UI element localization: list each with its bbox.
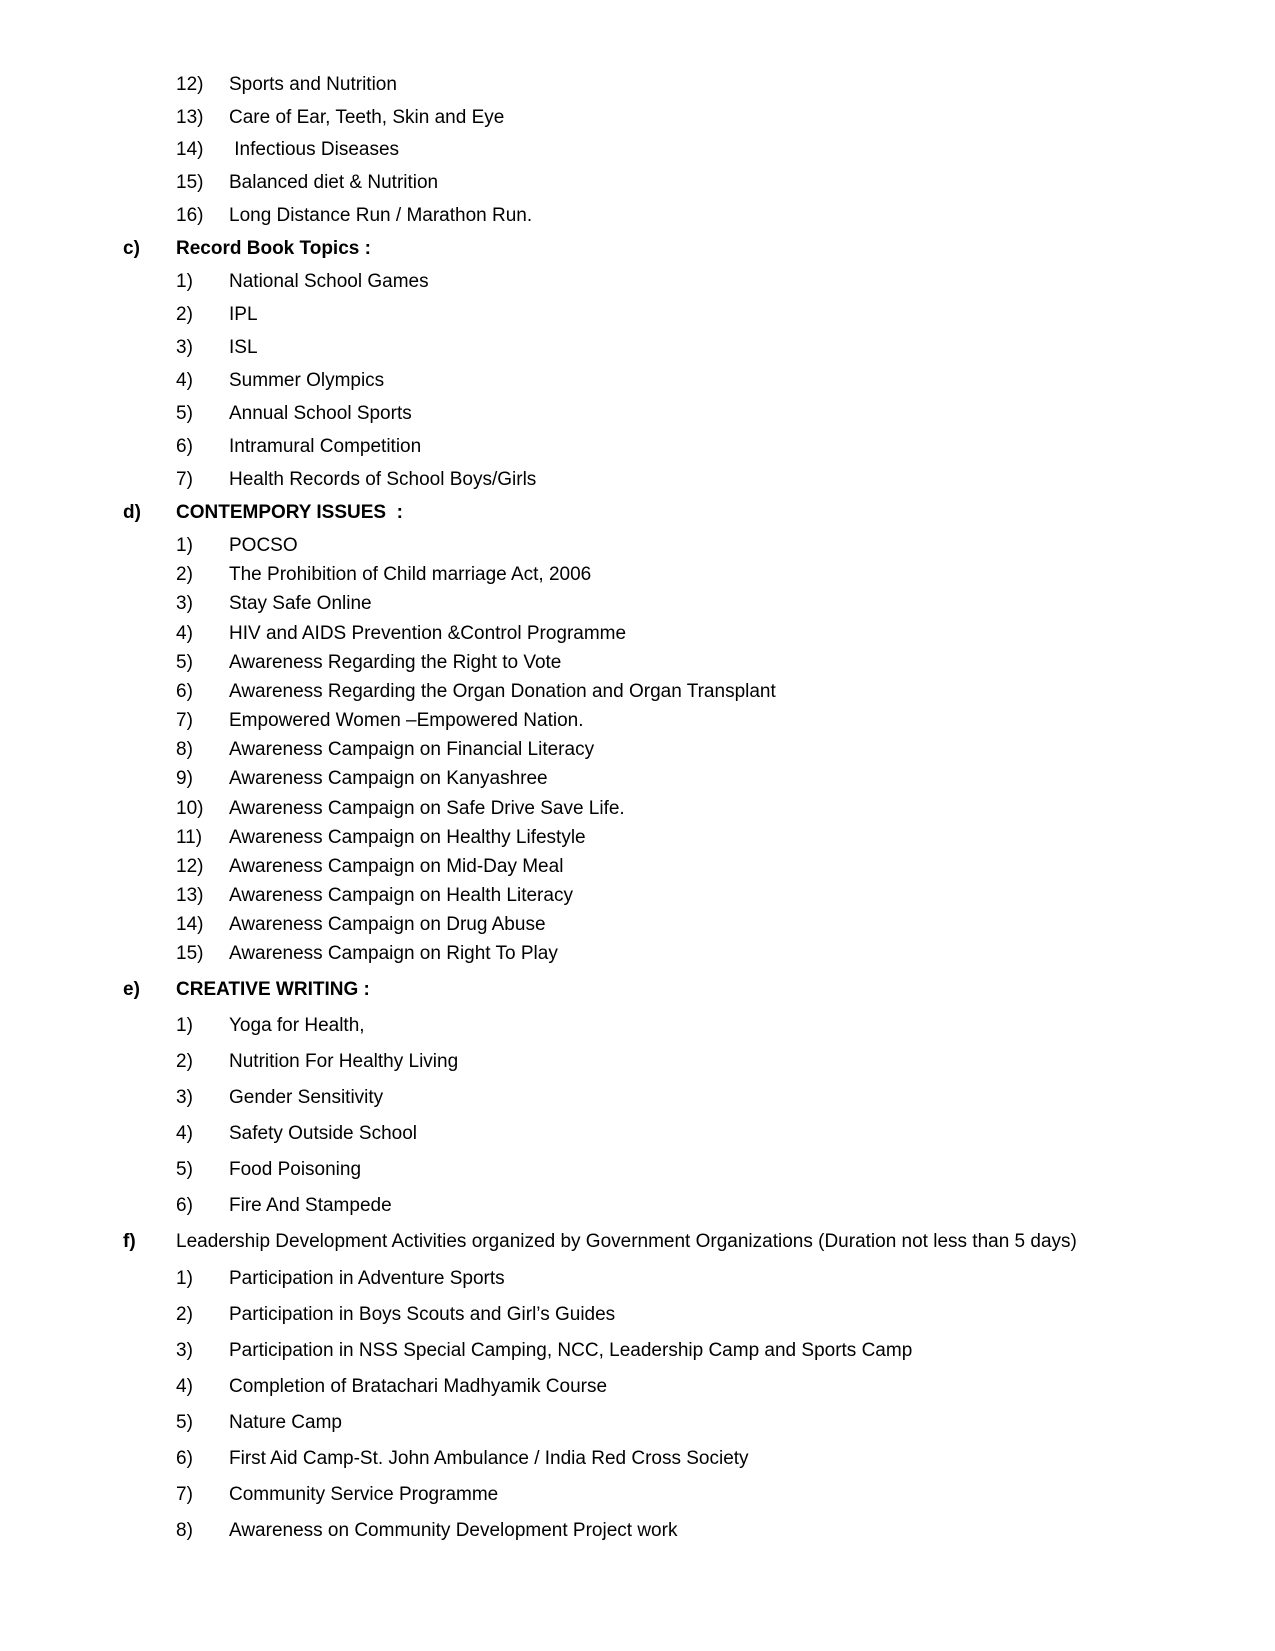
item-text: National School Games: [229, 271, 429, 292]
item-number: 4): [176, 623, 193, 644]
item-text: Safety Outside School: [229, 1123, 417, 1144]
item-number: 6): [176, 1195, 193, 1216]
item-number: 12): [176, 856, 204, 877]
item-number: 8): [176, 1520, 193, 1541]
item-number: 5): [176, 652, 193, 673]
item-number: 11): [176, 827, 203, 848]
item-number: 6): [176, 681, 193, 702]
item-number: 4): [176, 1123, 193, 1144]
item-number: 3): [176, 593, 193, 614]
item-number: 6): [176, 436, 193, 457]
item-text: Health Records of School Boys/Girls: [229, 469, 537, 490]
item-number: 13): [176, 107, 204, 128]
item-number: 16): [176, 205, 204, 226]
item-text: Awareness Campaign on Mid-Day Meal: [229, 856, 564, 877]
item-text: Empowered Women –Empowered Nation.: [229, 710, 584, 731]
item-number: 5): [176, 1412, 193, 1433]
item-text: HIV and AIDS Prevention &Control Programme: [229, 623, 627, 644]
item-number: 4): [176, 1376, 193, 1397]
item-number: 2): [176, 1051, 193, 1072]
item-text: Annual School Sports: [229, 403, 412, 424]
item-text: Long Distance Run / Marathon Run.: [229, 205, 533, 226]
item-text: Participation in Adventure Sports: [229, 1268, 505, 1289]
item-text: Awareness Regarding the Organ Donation and Organ Transplant: [229, 681, 776, 702]
item-text: Awareness Campaign on Drug Abuse: [229, 914, 546, 935]
item-number: 2): [176, 564, 193, 585]
item-text: Awareness Campaign on Safe Drive Save Life.: [229, 798, 625, 819]
item-number: 3): [176, 1087, 193, 1108]
item-number: 5): [176, 403, 193, 424]
item-text: Balanced diet & Nutrition: [229, 172, 439, 193]
section-letter: f): [123, 1231, 136, 1252]
item-number: 3): [176, 1340, 193, 1361]
section-letter: d): [123, 502, 141, 523]
item-number: 2): [176, 304, 193, 325]
item-text: Stay Safe Online: [229, 593, 372, 614]
item-number: 15): [176, 172, 204, 193]
item-number: 7): [176, 1484, 193, 1505]
item-number: 7): [176, 469, 193, 490]
item-number: 13): [176, 885, 204, 906]
item-text: IPL: [229, 304, 258, 325]
item-text: Yoga for Health,: [229, 1015, 365, 1036]
section-letter: e): [123, 979, 140, 1000]
item-number: 2): [176, 1304, 193, 1325]
item-number: 1): [176, 1015, 193, 1036]
item-text: Gender Sensitivity: [229, 1087, 384, 1108]
item-text: Awareness Campaign on Health Literacy: [229, 885, 573, 906]
section-letter: c): [123, 238, 140, 259]
item-number: 4): [176, 370, 193, 391]
item-number: 14): [176, 139, 204, 160]
item-number: 6): [176, 1448, 193, 1469]
item-text: ISL: [229, 337, 258, 358]
item-text: Nature Camp: [229, 1412, 342, 1433]
section-title: Record Book Topics :: [176, 238, 371, 259]
item-text: Awareness Campaign on Right To Play: [229, 943, 558, 964]
section-title: CONTEMPORY ISSUES :: [176, 502, 403, 523]
item-text: Infectious Diseases: [229, 139, 400, 160]
item-text: First Aid Camp-St. John Ambulance / India Red Cross Society: [229, 1448, 749, 1469]
item-text: Intramural Competition: [229, 436, 422, 457]
item-number: 10): [176, 798, 204, 819]
item-number: 7): [176, 710, 193, 731]
item-text: Sports and Nutrition: [229, 74, 397, 95]
item-number: 3): [176, 337, 193, 358]
section-title: CREATIVE WRITING :: [176, 979, 370, 1000]
item-text: Awareness Campaign on Financial Literacy: [229, 739, 595, 760]
item-number: 1): [176, 535, 193, 556]
item-text: Nutrition For Healthy Living: [229, 1051, 459, 1072]
item-text: Fire And Stampede: [229, 1195, 392, 1216]
item-text: Awareness Regarding the Right to Vote: [229, 652, 562, 673]
item-text: Participation in NSS Special Camping, NCC, Leadership Camp and Sports Camp: [229, 1340, 913, 1361]
item-text: Summer Olympics: [229, 370, 385, 391]
item-number: 5): [176, 1159, 193, 1180]
item-text: Participation in Boys Scouts and Girl’s Guides: [229, 1304, 616, 1325]
item-number: 8): [176, 739, 193, 760]
item-text: Care of Ear, Teeth, Skin and Eye: [229, 107, 505, 128]
item-number: 1): [176, 1268, 193, 1289]
item-text: Awareness on Community Development Project work: [229, 1520, 678, 1541]
section-title: Leadership Development Activities organized by Government Organizations (Duration not less than 5 days): [176, 1231, 1077, 1252]
item-text: Awareness Campaign on Kanyashree: [229, 768, 548, 789]
item-text: POCSO: [229, 535, 298, 556]
item-number: 15): [176, 943, 204, 964]
item-number: 12): [176, 74, 204, 95]
item-text: Food Poisoning: [229, 1159, 362, 1180]
item-number: 1): [176, 271, 193, 292]
item-text: Community Service Programme: [229, 1484, 499, 1505]
item-text: Completion of Bratachari Madhyamik Course: [229, 1376, 608, 1397]
item-number: 9): [176, 768, 193, 789]
item-number: 14): [176, 914, 204, 935]
item-text: The Prohibition of Child marriage Act, 2006: [229, 564, 592, 585]
item-text: Awareness Campaign on Healthy Lifestyle: [229, 827, 586, 848]
